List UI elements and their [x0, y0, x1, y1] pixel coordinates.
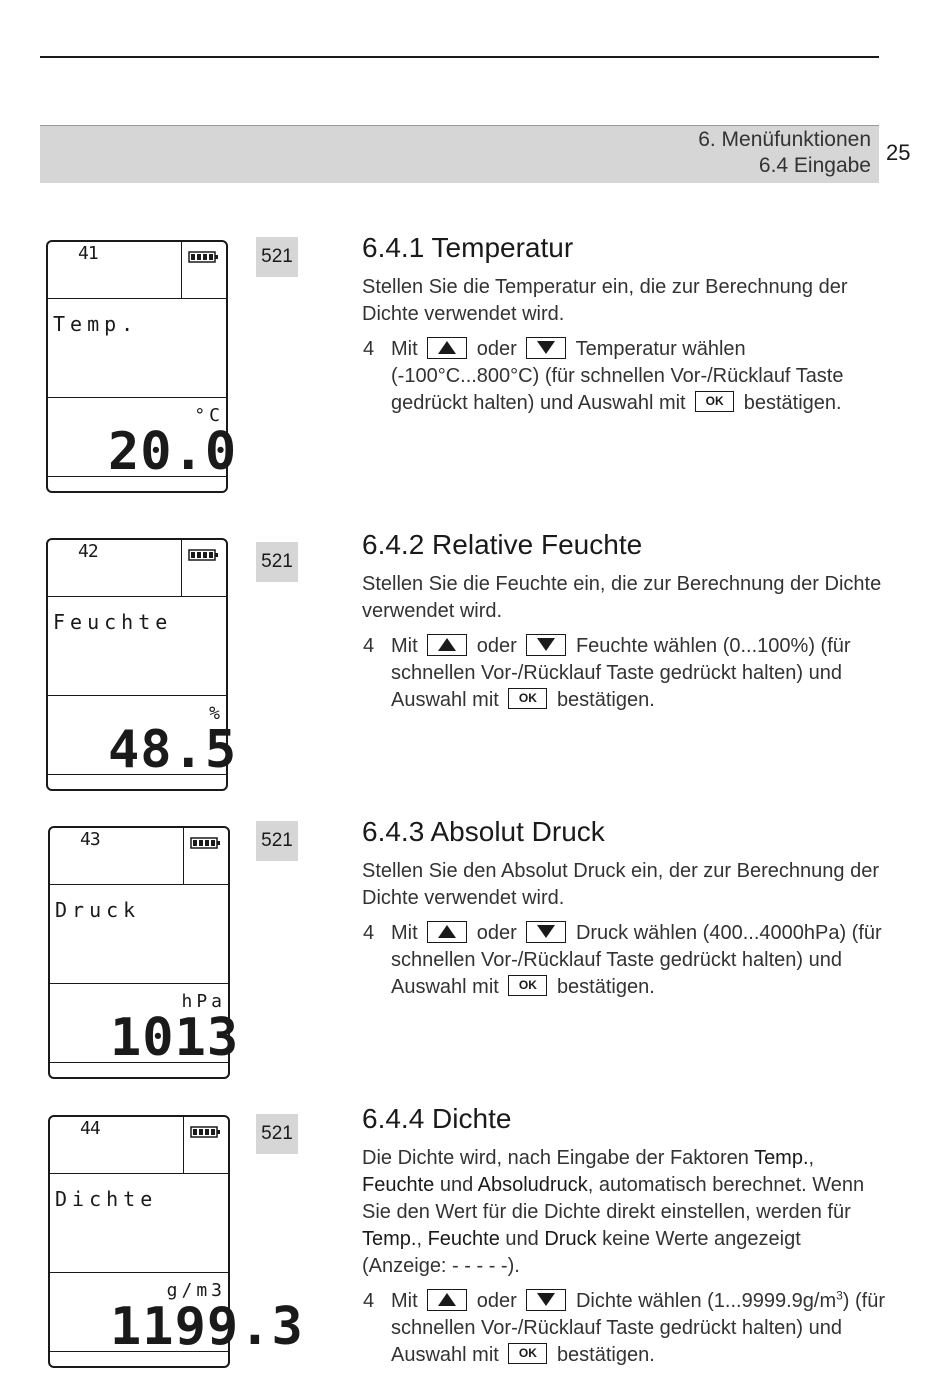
header-chapter: 6. Menüfunktionen	[698, 128, 871, 151]
step-word: Mit	[391, 338, 418, 360]
lcd-display-humidity	[46, 538, 238, 791]
term-druck: Druck	[544, 1228, 597, 1250]
lcd-parameter-label: Dichte	[55, 1187, 158, 1211]
arrow-down-key-icon	[526, 337, 566, 359]
section-intro: Stellen Sie die Feuchte ein, die zur Berechnung der Dichte verwendet wird.	[362, 573, 882, 622]
lcd-value: 48.5	[108, 720, 238, 780]
lcd-parameter-label: Druck	[55, 898, 141, 922]
battery-icon	[188, 251, 220, 263]
section-title: 6.4.4 Dichte	[362, 1103, 512, 1134]
term-absoludruck: Absoludruck	[477, 1174, 588, 1196]
step-superscript: 3	[836, 1288, 843, 1303]
step-number: 4	[363, 922, 375, 944]
code-badge: 521	[256, 237, 298, 277]
step-word: Mit	[391, 922, 418, 944]
arrow-up-key-icon	[427, 921, 467, 943]
section-density	[362, 1103, 887, 1369]
step-text: Dichte wählen (1...9999.9g/m	[575, 1290, 837, 1312]
top-rule	[40, 56, 879, 58]
section-title: 6.4.3 Absolut Druck	[362, 816, 605, 847]
battery-icon	[190, 837, 222, 849]
instruction-step	[362, 1288, 887, 1369]
ok-key-icon: OK	[508, 1343, 547, 1364]
lcd-value: 1199.3	[110, 1297, 304, 1357]
instruction-step	[362, 920, 887, 1001]
header-section: 6.4 Eingabe	[758, 154, 871, 177]
page-number: 25	[886, 140, 911, 165]
step-text: Temperatur wählen (-100°C...800°C) (für schnellen Vor-/Rücklauf Taste gedrückt halten) und Auswahl mit	[391, 338, 844, 414]
section-intro: Die Dichte wird, nach Eingabe der Faktoren Temp., Feuchte und Absoludruck, automatisch berechnet. Wenn Sie den Wert für die Dichte direkt einstellen, werden für Temp., Feuchte und Druck keine Werte angezeigt (Anzeige: - - - - -).	[362, 1147, 865, 1277]
lcd-display-temperature	[46, 240, 238, 493]
lcd-parameter-label: Feuchte	[53, 610, 173, 634]
ok-key-icon: OK	[508, 975, 547, 996]
lcd-unit: °C	[194, 405, 224, 426]
arrow-down-key-icon	[526, 634, 566, 656]
step-number: 4	[363, 1290, 375, 1312]
step-confirm: bestätigen.	[556, 689, 655, 711]
lcd-value: 1013	[110, 1008, 240, 1068]
code-badge: 521	[256, 821, 298, 861]
step-word: oder	[476, 635, 517, 657]
lcd-menu-code: 41	[78, 243, 98, 264]
term-feuchte: Feuchte	[427, 1228, 500, 1250]
lcd-value: 20.0	[108, 422, 238, 482]
battery-icon	[190, 1126, 222, 1138]
section-title: 6.4.2 Relative Feuchte	[362, 529, 643, 560]
section-temperature	[362, 232, 887, 417]
step-confirm: bestätigen.	[743, 392, 842, 414]
step-word: oder	[476, 922, 517, 944]
step-word: oder	[476, 1290, 517, 1312]
arrow-down-key-icon	[526, 1289, 566, 1311]
term-feuchte: Feuchte	[362, 1174, 435, 1196]
step-text: Feuchte wählen (0...100%) (für schnellen Vor-/Rücklauf Taste gedrückt halten) und Auswahl mit	[391, 635, 851, 711]
lcd-display-pressure	[48, 826, 240, 1079]
page-header	[40, 125, 879, 183]
step-number: 4	[363, 635, 375, 657]
arrow-up-key-icon	[427, 337, 467, 359]
lcd-menu-code: 43	[80, 829, 100, 850]
term-temp: Temp.	[362, 1228, 417, 1250]
code-badge: 521	[256, 542, 298, 582]
step-word: oder	[476, 338, 517, 360]
instruction-step	[362, 336, 887, 417]
step-text: Druck wählen (400...4000hPa) (für schnellen Vor-/Rücklauf Taste gedrückt halten) und Auswahl mit	[391, 922, 882, 998]
instruction-step	[362, 633, 887, 714]
arrow-up-key-icon	[427, 1289, 467, 1311]
step-confirm: bestätigen.	[556, 976, 655, 998]
section-pressure	[362, 816, 887, 1001]
battery-icon	[188, 549, 220, 561]
term-temp: Temp.	[754, 1147, 809, 1169]
lcd-unit: hPa	[181, 991, 226, 1012]
ok-key-icon: OK	[695, 391, 734, 412]
code-badge: 521	[256, 1114, 298, 1154]
lcd-parameter-label: Temp.	[53, 312, 139, 336]
section-title: 6.4.1 Temperatur	[362, 232, 574, 263]
step-word: Mit	[391, 635, 418, 657]
section-humidity	[362, 529, 887, 714]
step-number: 4	[363, 338, 375, 360]
lcd-unit: %	[209, 703, 224, 724]
arrow-down-key-icon	[526, 921, 566, 943]
section-intro: Stellen Sie den Absolut Druck ein, der zur Berechnung der Dichte verwendet wird.	[362, 860, 879, 909]
step-confirm: bestätigen.	[556, 1344, 655, 1366]
step-text: ) (für schnellen Vor-/Rücklauf Taste gedrückt halten) und Auswahl mit	[391, 1290, 886, 1366]
step-word: Mit	[391, 1290, 418, 1312]
lcd-menu-code: 44	[80, 1118, 100, 1139]
arrow-up-key-icon	[427, 634, 467, 656]
section-intro: Stellen Sie die Temperatur ein, die zur Berechnung der Dichte verwendet wird.	[362, 276, 848, 325]
lcd-menu-code: 42	[78, 541, 98, 562]
ok-key-icon: OK	[508, 688, 547, 709]
lcd-unit: g/m3	[166, 1280, 226, 1301]
